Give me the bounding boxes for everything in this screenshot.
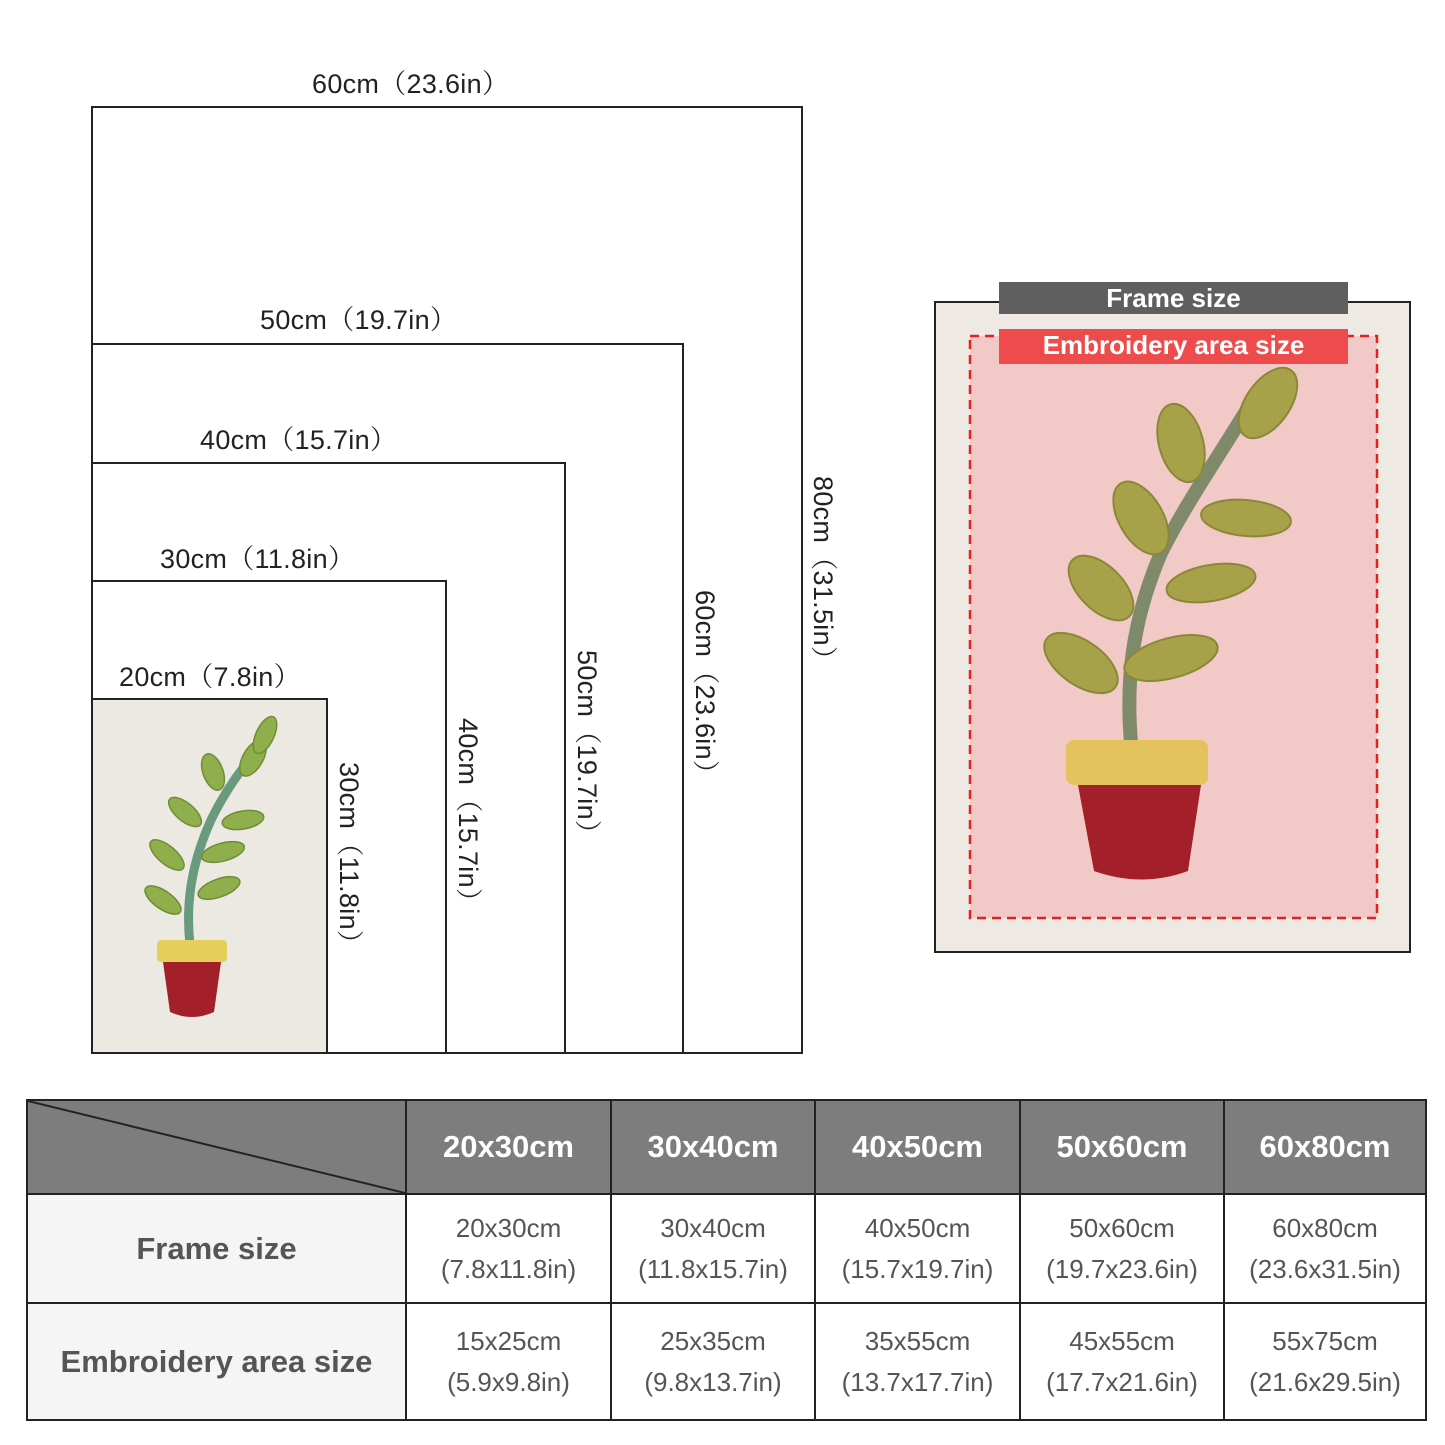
table-row: [27, 1194, 1426, 1303]
table-corner-cell: [27, 1100, 406, 1194]
cell-in: (17.7x21.6in): [1046, 1366, 1198, 1397]
column-header: 60x80cm: [1224, 1100, 1426, 1194]
table-cell: [1224, 1194, 1426, 1303]
height-label-50: 50cm（19.7in）: [572, 650, 602, 848]
table-cell: [815, 1303, 1020, 1420]
row-label-frame-size: Frame size: [27, 1194, 406, 1303]
cell-cm: 30x40cm: [660, 1212, 766, 1243]
height-label-40: 40cm（15.7in）: [453, 718, 483, 916]
column-header: 20x30cm: [406, 1100, 611, 1194]
cell-cm: 20x30cm: [455, 1212, 562, 1243]
cell-in: (5.9x9.8in): [447, 1366, 570, 1397]
cell-cm: 35x55cm: [864, 1325, 971, 1356]
column-header: 40x50cm: [815, 1100, 1020, 1194]
row-label-embroidery-area: Embroidery area size: [27, 1303, 406, 1420]
cell-cm: 60x80cm: [1272, 1212, 1378, 1243]
cell-in: (19.7x23.6in): [1046, 1253, 1198, 1284]
cell-cm: 25x35cm: [660, 1325, 766, 1356]
small-embroidery-artwork: [93, 700, 326, 1052]
cell-cm: 40x50cm: [864, 1212, 971, 1243]
width-label-30: 30cm（11.8in）: [160, 544, 356, 574]
table-header-row: [27, 1100, 1426, 1194]
size-table: [26, 1099, 1427, 1421]
width-label-50: 50cm（19.7in）: [260, 305, 458, 335]
height-label-30: 30cm（11.8in）: [334, 762, 364, 958]
column-header: 30x40cm: [611, 1100, 815, 1194]
width-label-40: 40cm（15.7in）: [200, 425, 398, 455]
cell-in: (13.7x17.7in): [841, 1366, 994, 1397]
cell-in: (11.8x15.7in): [638, 1253, 788, 1284]
height-label-60: 60cm（23.6in）: [690, 590, 720, 788]
table-cell: [1020, 1303, 1224, 1420]
cell-in: (9.8x13.7in): [644, 1366, 782, 1397]
table-cell: [406, 1194, 611, 1303]
table-cell: [815, 1194, 1020, 1303]
table-cell: [1224, 1303, 1426, 1420]
cell-cm: 55x75cm: [1272, 1325, 1378, 1356]
cell-in: (7.8x11.8in): [440, 1253, 577, 1284]
table-cell: [406, 1303, 611, 1420]
small-plant-illustration: [93, 700, 326, 1052]
height-label-80: 80cm（31.5in）: [808, 476, 838, 674]
width-label-20: 20cm（7.8in）: [119, 662, 301, 692]
cell-in: (21.6x29.5in): [1249, 1366, 1401, 1397]
cell-in: (23.6x31.5in): [1249, 1253, 1401, 1284]
cell-in: (15.7x19.7in): [841, 1253, 994, 1284]
large-embroidery-artwork: [934, 301, 1411, 953]
table-row: [27, 1303, 1426, 1420]
column-header: 50x60cm: [1020, 1100, 1224, 1194]
diagonal-divider: [28, 1101, 405, 1193]
cell-cm: 50x60cm: [1069, 1212, 1175, 1243]
table-cell: [1020, 1194, 1224, 1303]
width-label-60: 60cm（23.6in）: [312, 69, 510, 99]
frame-size-banner: Frame size: [999, 282, 1348, 314]
embroidery-area-banner: Embroidery area size: [999, 329, 1348, 364]
cell-cm: 45x55cm: [1069, 1325, 1175, 1356]
cell-cm: 15x25cm: [455, 1325, 562, 1356]
table-cell: [611, 1303, 815, 1420]
table-cell: [611, 1194, 815, 1303]
large-plant-illustration: [936, 303, 1409, 951]
